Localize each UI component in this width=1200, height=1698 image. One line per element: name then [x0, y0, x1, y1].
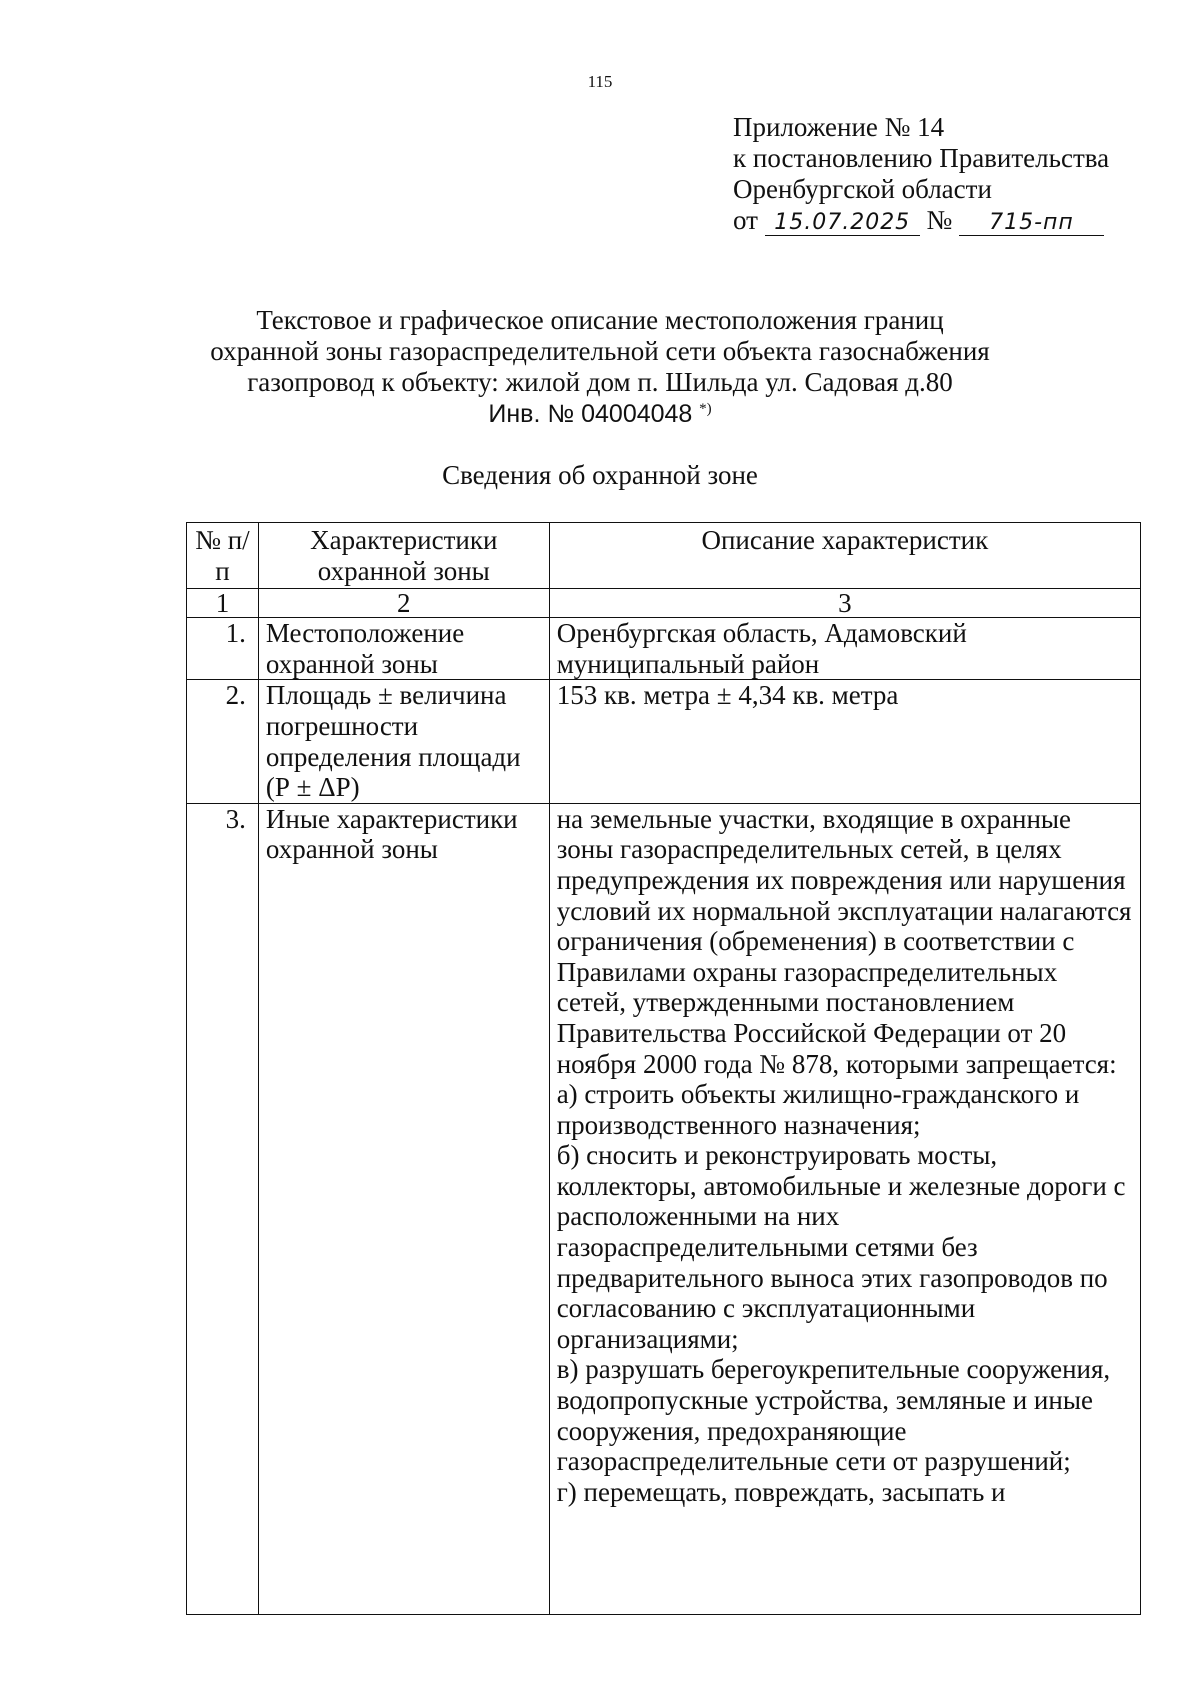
appendix-line-3: Оренбургской области	[733, 174, 992, 204]
table-row	[187, 680, 1141, 803]
row-number: 1.	[187, 618, 259, 680]
row-description: 153 кв. метра ± 4,34 кв. метра	[549, 680, 1140, 803]
document-title	[0, 305, 1200, 430]
row-characteristic: Площадь ± величина погрешности определения площади (Р ± ΔР)	[258, 680, 549, 803]
footnote-mark: *)	[699, 401, 712, 417]
table-row	[187, 618, 1141, 680]
protection-zone-table	[186, 522, 1141, 1615]
index-cell-1: 1	[187, 589, 259, 618]
appendix-line-2: к постановлению Правительства	[733, 143, 1110, 173]
title-line-2: охранной зоны газораспределительной сети объекта газоснабжения	[210, 336, 990, 366]
row-description: Оренбургская область, Адамовский муниципальный район	[549, 618, 1140, 680]
row-number: 3.	[187, 803, 259, 1614]
appendix-block	[733, 112, 1109, 236]
number-prefix: №	[926, 205, 953, 235]
row-description-block	[549, 803, 1140, 1614]
section-subtitle: Сведения об охранной зоне	[442, 460, 758, 490]
page-number: 115	[587, 72, 613, 91]
header-description: Описание характеристик	[549, 523, 1140, 589]
index-cell-3: 3	[549, 589, 1140, 618]
header-characteristic: Характеристики охранной зоны	[258, 523, 549, 589]
inventory-number: Инв. № 04004048	[488, 400, 693, 428]
restriction-item-d: г) перемещать, повреждать, засыпать и	[556, 1476, 1006, 1507]
title-line-1: Текстовое и графическое описание местоположения границ	[256, 305, 944, 335]
table-row	[187, 803, 1141, 1614]
decree-line	[733, 205, 1109, 236]
row-characteristic: Местоположение охранной зоны	[258, 618, 549, 680]
restriction-item-c: в) разрушать берегоукрепительные сооружения, водопропускные устройства, земляные и иные сооружения, предохраняющие газораспределительные сети от разрушений;	[556, 1354, 1111, 1477]
row-characteristic: Иные характеристики охранной зоны	[258, 803, 549, 1614]
handwritten-date: 15.07.2025	[765, 211, 920, 236]
restriction-item-a: а) строить объекты жилищно-гражданского и производственного назначения;	[556, 1079, 1080, 1140]
appendix-line-1: Приложение № 14	[733, 112, 945, 142]
handwritten-number: 715-пп	[959, 211, 1104, 236]
row-description: на земельные участки, входящие в охранные зоны газораспределительных сетей, в целях предупреждения их повреждения или нарушения условий их нормальной эксплуатации налагаются ограничения (обременения) в соответствии с Правилами охраны газораспределительных сетей, утвержденными постановлением Правительства Российской Федерации от 20 ноября 2000 года № 878, которыми запрещается:	[556, 803, 1132, 1079]
date-prefix: от	[733, 205, 758, 235]
row-number: 2.	[187, 680, 259, 803]
header-number: № п/п	[187, 523, 259, 589]
index-cell-2: 2	[258, 589, 549, 618]
table-index-row	[187, 589, 1141, 618]
table-header-row	[187, 523, 1141, 589]
restriction-item-b: б) сносить и реконструировать мосты, коллекторы, автомобильные и железные дороги с расположенными на них газораспределительными сетями без предварительного выноса этих газопроводов по согласованию с эксплуатационными организациями;	[556, 1140, 1126, 1354]
title-line-3: газопровод к объекту: жилой дом п. Шильда ул. Садовая д.80	[247, 367, 953, 397]
title-line-4	[0, 398, 1200, 430]
